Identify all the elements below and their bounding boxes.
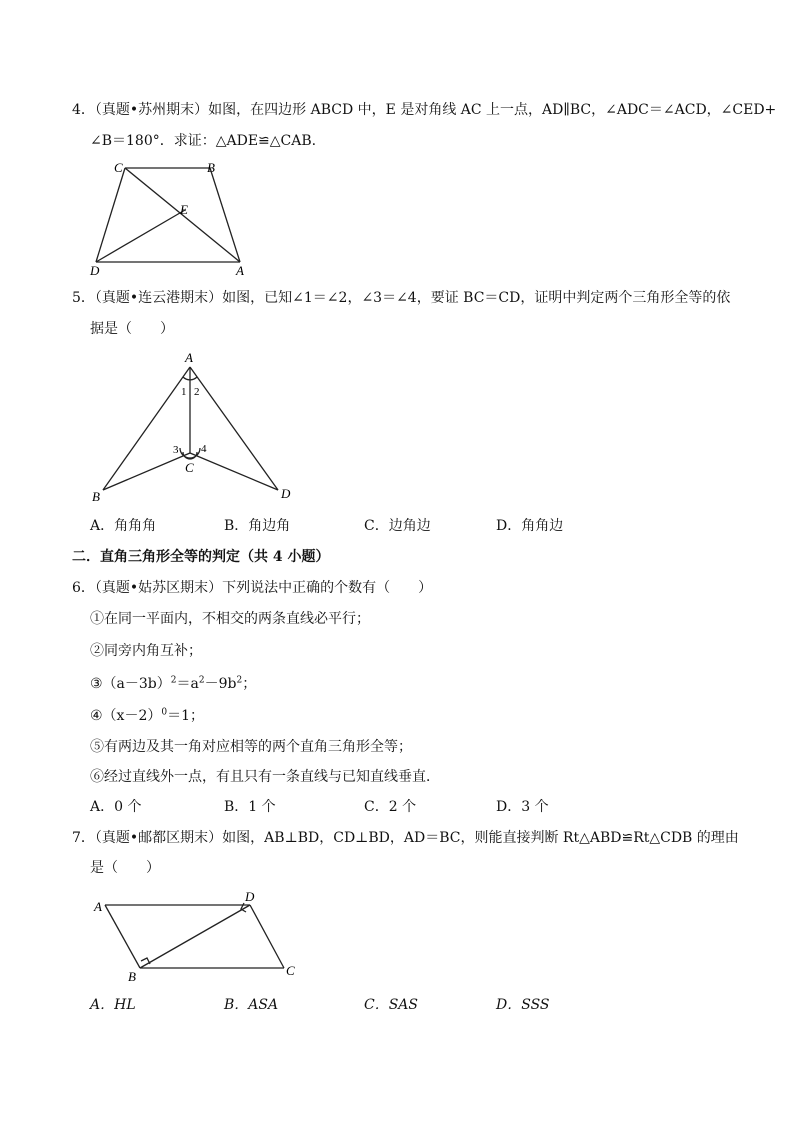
q7-label-d: D — [245, 889, 255, 904]
q5-option-d[interactable]: D．角角边 — [496, 518, 564, 534]
q4-label-d: D — [90, 263, 100, 278]
q6-item-3-prefix: ③（a－3b） — [90, 676, 171, 692]
q6-item-3-sup3: 2 — [236, 675, 243, 686]
q7-line1: 7．（真题•邮都区期末）如图，AB⊥BD，CD⊥BD，AD＝BC，则能直接判断 Rt△ABD≌Rt△CDB 的理由 — [72, 830, 739, 846]
q7-option-d[interactable]: D．SSS — [496, 997, 550, 1013]
q7-line2: 是（ ） — [90, 860, 160, 876]
q5-label-2: 2 — [194, 386, 200, 398]
q5-label-b: B — [92, 489, 100, 504]
q5-line1: 5．（真题•连云港期末）如图，已知∠1＝∠2，∠3＝∠4，要证 BC＝CD，证明中判定两个三角形全等的依 — [72, 290, 731, 306]
q6-item-2: ②同旁内角互补； — [90, 643, 202, 659]
section-heading: 二．直角三角形全等的判定（共 4 小题） — [72, 549, 330, 565]
q5-line2: 据是（ ） — [90, 321, 174, 337]
q6-item-3 — [90, 674, 256, 694]
q6-item-3-sup1: 2 — [170, 675, 177, 686]
q6-item-4 — [90, 706, 204, 726]
q6-line1: 6．（真题•姑苏区期末）下列说法中正确的个数有（ ） — [72, 580, 433, 596]
q6-option-b[interactable]: B．1 个 — [224, 799, 276, 815]
q7-option-a[interactable]: A．HL — [90, 997, 136, 1013]
q4-label-a: A — [236, 263, 244, 278]
q5-label-d: D — [281, 486, 291, 501]
q6-option-d[interactable]: D．3 个 — [496, 799, 549, 815]
q7-option-b[interactable]: B．ASA — [224, 997, 279, 1013]
q6-item-3-mid2: －9b — [204, 676, 237, 692]
q5-label-1: 1 — [181, 386, 187, 398]
q6-item-5: ⑤有两边及其一角对应相等的两个直角三角形全等； — [90, 739, 412, 755]
q6-item-4-sup: 0 — [161, 707, 168, 718]
q4-line2: ∠B＝180°．求证：△ADE≌△CAB. — [90, 133, 317, 149]
q6-item-3-suffix: ； — [242, 676, 257, 692]
q6-item-3-mid: ＝a — [176, 676, 199, 692]
q4-label-c: C — [114, 160, 123, 175]
q6-item-6: ⑥经过直线外一点，有且只有一条直线与已知直线垂直． — [90, 769, 440, 785]
q6-option-a[interactable]: A．0 个 — [90, 799, 142, 815]
q6-item-1: ①在同一平面内，不相交的两条直线必平行； — [90, 611, 370, 627]
q7-label-b: B — [128, 969, 136, 984]
q6-item-4-suffix: ＝1； — [167, 708, 205, 724]
q7-option-c[interactable]: C．SAS — [364, 997, 419, 1013]
q5-label-3: 3 — [173, 444, 179, 456]
q5-label-a: A — [185, 350, 193, 365]
q5-label-4: 4 — [201, 443, 207, 455]
q6-item-4-prefix: ④（x－2） — [90, 708, 162, 724]
q5-label-c: C — [185, 460, 194, 475]
q7-label-a: A — [94, 899, 102, 914]
q5-option-a[interactable]: A．角角角 — [90, 518, 157, 534]
q7-label-c: C — [286, 963, 295, 978]
q6-option-c[interactable]: C．2 个 — [364, 799, 417, 815]
q6-item-3-sup2: 2 — [198, 675, 205, 686]
q5-option-b[interactable]: B．角边角 — [224, 518, 291, 534]
q5-option-c[interactable]: C．边角边 — [364, 518, 431, 534]
q4-label-b: B — [207, 160, 215, 175]
q4-label-e: E — [180, 202, 188, 217]
q4-line1: 4．（真题•苏州期末）如图，在四边形 ABCD 中，E 是对角线 AC 上一点，AD∥BC，∠ADC＝∠ACD，∠CED+ — [72, 102, 777, 118]
